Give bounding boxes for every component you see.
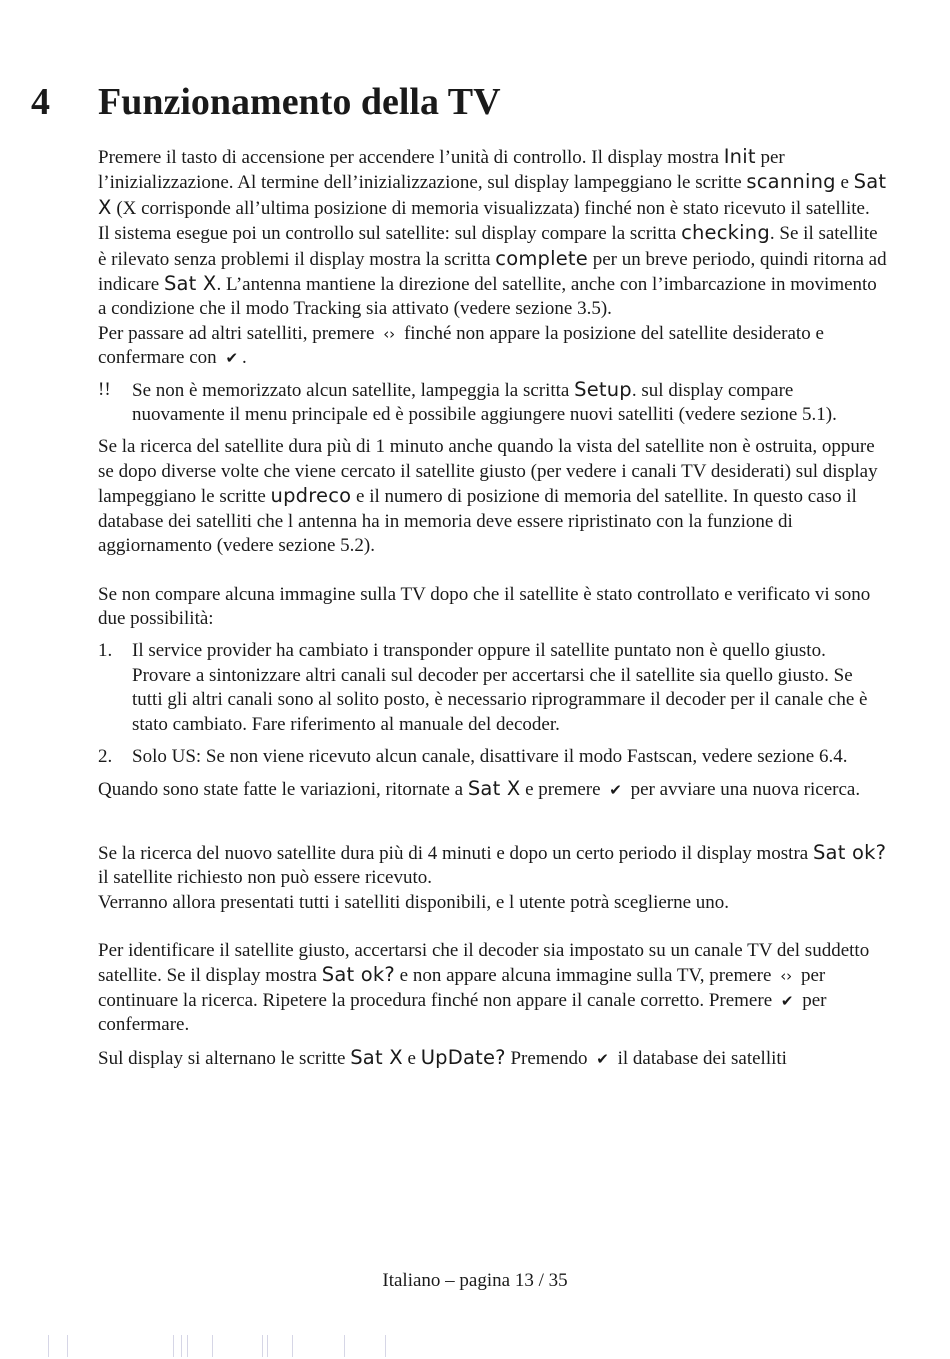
display-text-complete: complete (495, 246, 588, 270)
display-text-update: UpDate? (420, 1045, 506, 1069)
display-text-updreco: updreco (270, 484, 352, 508)
page-footer: Italiano – pagina 13 / 35 (382, 1270, 568, 1291)
chapter-number: 4 (31, 81, 50, 123)
cycle-key-icon: ‹› (780, 967, 793, 986)
confirm-key-icon: ✔ (780, 991, 794, 1010)
display-text-sat-x: Sat X (163, 272, 217, 296)
new-search-paragraph-2: Verranno allora presentati tutti i satelliti disponibili, e l utente potrà sceglierne uno. (98, 891, 730, 913)
confirm-key-icon: ✔ (225, 349, 239, 368)
changes-paragraph: Quando sono state fatte le variazioni, ritornate a Sat X e premere ✔ per avviare una nuova ricerca. (98, 777, 888, 802)
chapter-heading (31, 80, 501, 124)
warning-mark: !! (98, 378, 111, 400)
display-text-setup: Setup (574, 377, 632, 401)
display-text-scanning: scanning (746, 170, 836, 194)
display-text-checking: checking (681, 221, 770, 245)
no-image-paragraph: Se non compare alcuna immagine sulla TV dopo che il satellite è stato controllato e verificato vi sono due possibilità: (98, 583, 871, 629)
alternate-paragraph: Sul display si alternano le scritte Sat X e UpDate? Premendo ✔ il database dei satelliti (98, 1046, 888, 1071)
body-text (98, 145, 888, 1071)
new-search-paragraph: Se la ricerca del nuovo satellite dura più di 4 minuti e dopo un certo periodo il display mostra Sat ok? il satellite richiesto non può essere ricevuto. (98, 840, 887, 889)
identify-paragraph: Per identificare il satellite giusto, accertarsi che il decoder sia impostato su un canale TV del suddetto satellite. Se il display mostra Sat ok? e non appare alcuna immagine sulla TV, premere ‹› per continuare la ricerca. Ripetere la procedura finché non appare il canale corretto. Premere ✔ per confermare. (98, 939, 870, 1036)
confirm-key-icon: ✔ (596, 1049, 609, 1068)
display-text-sat-x: Sat X (350, 1045, 403, 1069)
intro-paragraph-switch: Per passare ad altri satelliti, premere ‹› finché non appare la posizione del satellite desiderato e confermare con ✔ . (98, 322, 888, 371)
display-text-sat-ok: Sat ok? (812, 840, 887, 864)
scan-artifact-marks (48, 1335, 468, 1357)
intro-paragraph-startup: Premere il tasto di accensione per accendere l’unità di controllo. Il display mostra Init per l’inizializzazione. Al termine dell’inizializzazione, sul display lampeggiano le scritte scanning e Sat X (X corrisponde all’ultima posizione di memoria visualizzata) finché non è stato ricevuto il satellite. (98, 145, 887, 219)
display-text-sat-x: Sat X (98, 170, 887, 219)
search-timeout-paragraph: Se la ricerca del satellite dura più di 1 minuto anche quando la vista del satellite non è ostruita, oppure se dopo diverse volte che viene cercato il satellite giusto (per vedere i canali TV desiderati) sul display lampeggiano le scritte updreco e il numero di posizione di memoria del satellite. In questo caso il database dei satelliti che l antenna ha in memoria deve essere ripristinato con la funzione di aggiornamento (vedere sezione 5.2). (98, 436, 878, 557)
list-item-number: 2. (98, 745, 113, 767)
display-text-sat-ok: Sat ok? (321, 963, 395, 987)
chapter-title: Funzionamento della TV (98, 81, 501, 123)
list-item: 2. Solo US: Se non viene ricevuto alcun canale, disattivare il modo Fastscan, vedere sezione 6.4. (98, 745, 888, 769)
cycle-key-icon: ‹› (383, 324, 396, 343)
list-item: 1. Il service provider ha cambiato i transponder oppure il satellite puntato non è quello giusto. Provare a sintonizzare altri canali sul decoder per accertarsi che il satellite sia quello giusto. Se tutti gli altri canali sono al solito posto, è necessario riprogrammare il decoder per il canale che è stato cambiato. Fare riferimento al manuale del decoder. (98, 640, 868, 735)
warning-note: !! Se non è memorizzato alcun satellite, lampeggia la scritta Setup. sul display compare nuovamente il menu principale ed è possibile aggiungere nuovi satelliti (vedere sezione 5.1). (98, 377, 837, 426)
confirm-key-icon: ✔ (609, 781, 622, 800)
intro-paragraph-check: Il sistema esegue poi un controllo sul satellite: sul display compare la scritta checking. Se il satellite è rilevato senza problemi il display mostra la scritta complete per un breve periodo, quindi ritorna ad indicare Sat X. L’antenna mantiene la direzione del satellite, anche con l’imbarcazione in movimento a condizione che il modo Tracking sia attivato (vedere sezione 3.5). (98, 221, 887, 320)
display-text-sat-x: Sat X (467, 777, 521, 801)
list-item-number: 1. (98, 640, 113, 662)
display-text-init: Init (723, 145, 756, 168)
